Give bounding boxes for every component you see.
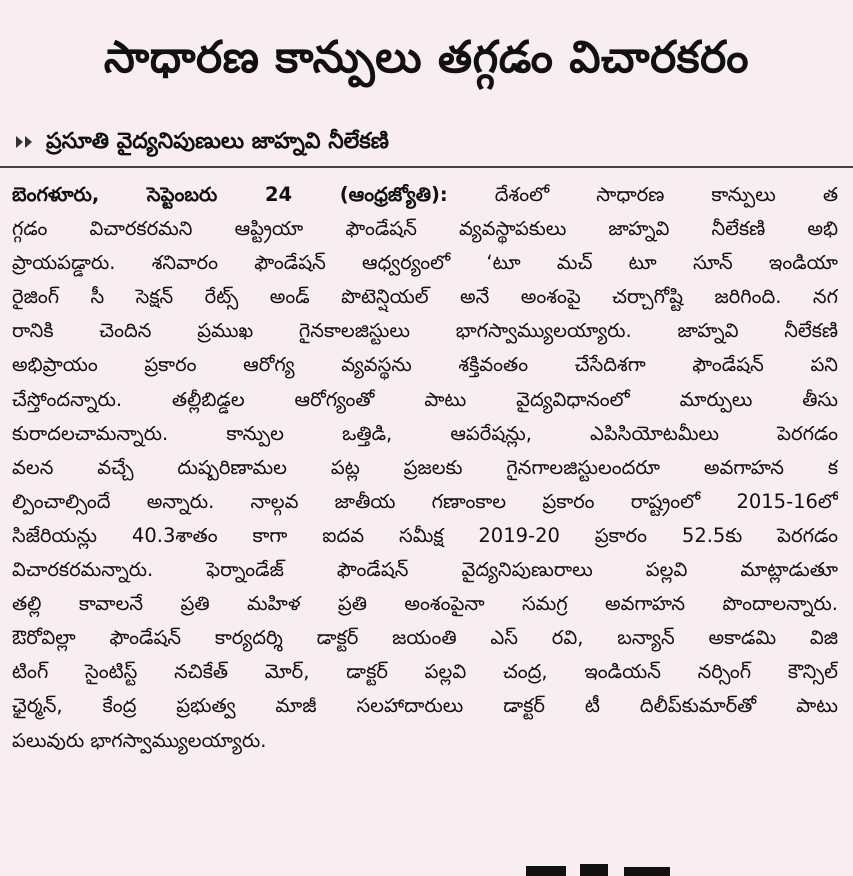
dateline: బెంగళూరు, సెప్టెంబరు 24 (ఆంధ్రజ్యోతి): <box>12 183 448 206</box>
article-line: రైజింగ్ సీ సెక్షన్ రేట్స్ అండ్ పొటెన్షియల్ అనే అంశంపై చర్చాగోష్టి జరిగింది. నగ <box>12 285 838 309</box>
article-line: సిజేరియన్లు 40.3శాతం కాగా ఐదవ సమీక్ష 2019-20 ప్రకారం 52.5కు పెరగడం <box>12 523 838 547</box>
article-line: రానికి చెందిన ప్రముఖ గైనకాలజిస్టులు భాగస్వామ్యులయ్యారు. జాహ్నవి నీలేకణి <box>12 319 838 343</box>
article-line: ఛైర్మన్, కేంద్ర ప్రభుత్వ మాజీ సలహాదారులు డాక్టర్ టీ దిలీప్‌కుమార్‌తో పాటు <box>12 694 838 718</box>
article-line: టింగ్ సైంటిస్ట్ నచికేత్ మోర్, డాక్టర్ పల్లవి చంద్ర, ఇండియన్ నర్సింగ్ కౌన్సిల్ <box>12 660 838 684</box>
article-line: వలన వచ్చే దుష్పరిణామల పట్ల ప్రజలకు గైనగాలజిస్టులందరూ అవగాహన క <box>12 455 838 479</box>
section-divider <box>0 166 853 168</box>
article-line: పలువురు భాగస్వామ్యులయ్యారు. <box>12 728 267 752</box>
subheadline <box>14 124 389 160</box>
double-arrow-right-icon <box>14 131 36 153</box>
article-line: తల్లి కావాలనే ప్రతి మహిళ ప్రతి అంశంపైనా సమగ్ర అవగాహన పొందాలన్నారు. <box>12 592 838 616</box>
headline: సాధారణ కాన్పులు తగ్గడం విచారకరం <box>103 32 750 83</box>
article-line: విచారకరమన్నారు. ఫెర్నాండేజ్ ఫౌండేషన్ వైద్యనిపుణురాలు పల్లవి మాట్లాడుతూ <box>12 558 838 582</box>
article-body <box>12 178 838 758</box>
article-line: చేస్తోందన్నారు. తల్లీబిడ్డల ఆరోగ్యంతో పాటు వైద్యవిధానంలో మార్పులు తీసు <box>12 387 838 411</box>
article-line <box>12 178 838 212</box>
article-line-text: దేశంలో సాధారణ కాన్పులు త <box>447 183 838 206</box>
article-line: అభిప్రాయం ప్రకారం ఆరోగ్య వ్యవస్థను శక్తివంతం చేసేదిశగా ఫౌండేషన్ పని <box>12 353 838 377</box>
article-line: కురాదలచామన్నారు. కాన్పుల ఒత్తిడి, ఆపరేషన్లు, ఎపిసియోటమీలు పెరగడం <box>12 421 838 445</box>
subheadline-text: ప్రసూతి వైద్యనిపుణులు జాహ్నవి నీలేకణి <box>46 129 389 154</box>
article-line: ఔరోవిల్లా ఫౌండేషన్ కార్యదర్శి డాక్టర్ జయంతి ఎస్ రవి, బన్యాన్ అకాడమి విజి <box>12 626 838 650</box>
article-line: గ్గడం విచారకరమని ఆప్ట్రియా ఫౌండేషన్ వ్యవస్థాపకులు జాహ్నవి నీలేకణి అభి <box>12 217 838 241</box>
article-line: ల్పించాల్సిందే అన్నారు. నాల్గవ జాతీయ గణాంకాల ప్రకారం రాష్ట్రంలో 2015-16లో <box>12 489 838 513</box>
article-line: ప్రాయపడ్డారు. శనివారం ఫౌండేషన్ ఆధ్వర్యంలో ‘టూ మచ్ టూ సూన్ ఇండియా <box>12 251 838 275</box>
cropped-next-headline-fragment <box>520 860 680 876</box>
